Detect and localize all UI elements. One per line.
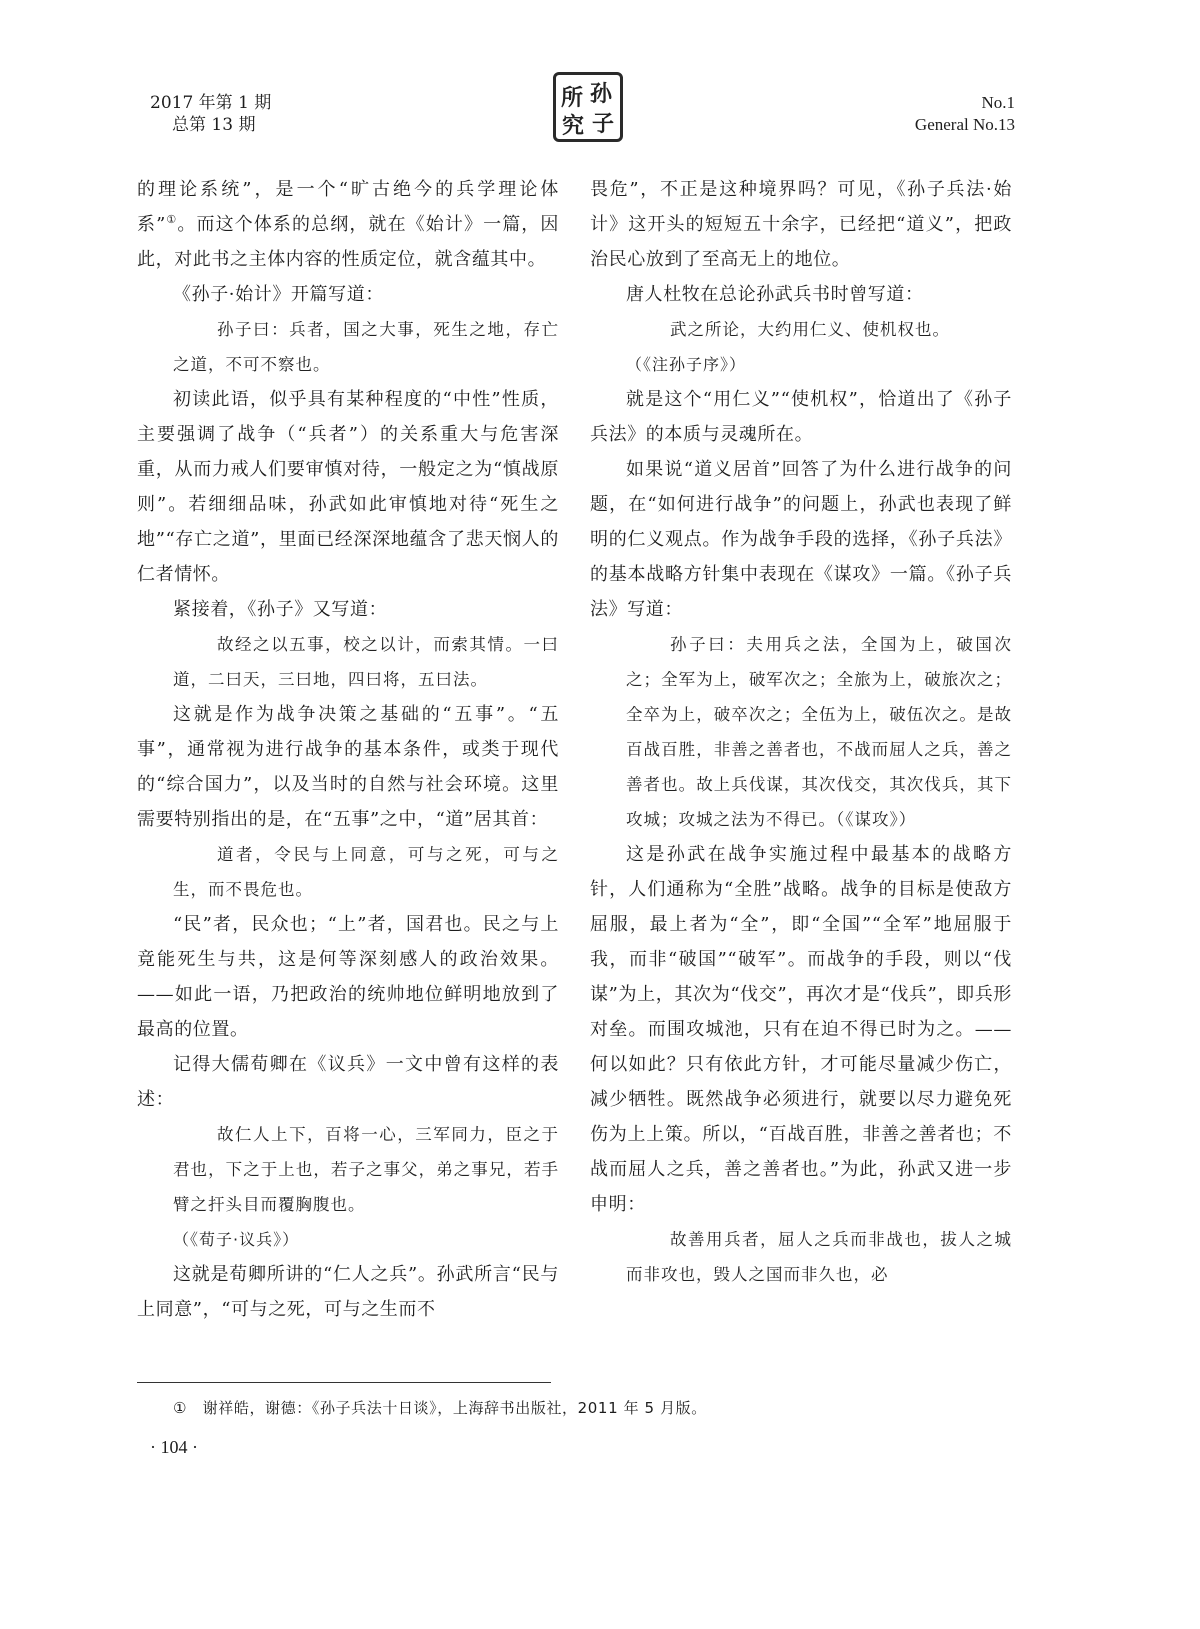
paragraph-text: 唐人杜牧在总论孙武兵书时曾写道： (626, 284, 924, 305)
paragraph-text: 初读此语，似乎具有某种程度的“中性”性质，主要强调了战争（“兵者”）的关系重大与危害深重，从而力戒人们要审慎对待，一般定之为“慎战原则”。若细细品味，孙武如此审慎地对待“死生之地”“存亡之道”，里面已经深深地蕴含了悲天悯人的仁者情怀。 (137, 389, 559, 585)
block-quote: 道者，令民与上同意，可与之死，可与之生，而不畏危也。 (173, 845, 559, 899)
block-quote: 故善用兵者，屈人之兵而非战也，拔人之城而非攻也，毁人之国而非久也，必 (626, 1230, 1012, 1284)
body-paragraph (590, 172, 1012, 277)
journal-logo (553, 72, 623, 142)
block-quote: 武之所论，大约用仁义、使机权也。 (670, 320, 950, 339)
issue-total: 总第 13 期 (172, 115, 256, 135)
body-paragraph (137, 382, 559, 592)
issue-general-no: General No.13 (914, 115, 1015, 134)
header-issue (150, 92, 271, 136)
body-paragraph (590, 452, 1012, 627)
block-quote: 故仁人上下，百将一心，三军同力，臣之于君也，下之于上也，若子之事父，弟之事兄，若手臂之扞头目而覆胸腹也。 (173, 1125, 559, 1214)
body-paragraph (137, 1047, 559, 1117)
body-paragraph (590, 837, 1012, 1222)
header-number (915, 92, 1015, 136)
right-column (590, 172, 1012, 1292)
logo-char: 所 (561, 85, 584, 111)
quote-source: （《注孙子序》） (626, 355, 747, 374)
body-paragraph (137, 907, 559, 1047)
paragraph-text: 这就是作为战争决策之基础的“五事”。“五事”，通常视为进行战争的基本条件，或类于现代的“综合国力”，以及当时的自然与社会环境。这里需要特别指出的是，在“五事”之中，“道”居其首： (137, 704, 559, 830)
footnote-ref: ① (165, 213, 178, 226)
issue-year: 2017 年第 1 期 (150, 93, 272, 113)
left-column (137, 172, 559, 1327)
paragraph-text: 这就是荀卿所讲的“仁人之兵”。孙武所言“民与上同意”，“可与之死，可与之生而不 (137, 1264, 559, 1320)
paragraph-text: 就是这个“用仁义”“使机权”，恰道出了《孙子兵法》的本质与灵魂所在。 (590, 389, 1012, 445)
footnote-divider (137, 1382, 551, 1383)
body-paragraph (137, 697, 559, 837)
paragraph-text: 的理论系统”，是一个“旷古绝今的兵学理论体系” (137, 179, 559, 235)
logo-char: 子 (592, 111, 615, 137)
paragraph-text: 如果说“道义居首”回答了为什么进行战争的问题，在“如何进行战争”的问题上，孙武也表现了鲜明的仁义观点。作为战争手段的选择，《孙子兵法》的基本战略方针集中表现在《谋攻》一篇。《孙子兵法》写道： (590, 459, 1012, 620)
issue-no: No.1 (981, 93, 1015, 112)
paragraph-text: “民”者，民众也；“上”者，国君也。民之与上竟能死生与共，这是何等深刻感人的政治效果。——如此一语，乃把政治的统帅地位鲜明地放到了最高的位置。 (137, 914, 559, 1040)
quote-source: （《荀子·议兵》） (173, 1230, 300, 1249)
paragraph-text: 紧接着，《孙子》又写道： (173, 599, 388, 620)
paragraph-text: 记得大儒荀卿在《议兵》一文中曾有这样的表述： (137, 1054, 559, 1110)
page-number: · 104 · (150, 1437, 198, 1457)
paragraph-text: 。而这个体系的总纲，就在《始计》一篇，因此，对此书之主体内容的性质定位，就含蕴其中。 (137, 214, 560, 270)
paragraph-text: 畏危”，不正是这种境界吗？可见，《孙子兵法·始计》这开头的短短五十余字，已经把“道义”，把政治民心放到了至高无上的地位。 (590, 179, 1012, 270)
footnote: ① 谢祥皓，谢德：《孙子兵法十日谈》，上海辞书出版社，2011 年 5 月版。 (173, 1399, 707, 1417)
paragraph-text: 《孙子·始计》开篇写道： (173, 284, 384, 305)
logo-char: 究 (562, 113, 585, 139)
block-quote: 孙子曰：兵者，国之大事，死生之地，存亡之道，不可不察也。 (173, 320, 559, 374)
body-paragraph (137, 277, 559, 312)
block-quote: 孙子曰：夫用兵之法，全国为上，破国次之；全军为上，破军次之；全旅为上，破旅次之；全卒为上，破卒次之；全伍为上，破伍次之。是故百战百胜，非善之善者也，不战而屈人之兵，善之善者也。故上兵伐谋，其次伐交，其次伐兵，其下攻城；攻城之法为不得已。（《谋攻》） (626, 635, 1012, 829)
paragraph-text: 这是孙武在战争实施过程中最基本的战略方针，人们通称为“全胜”战略。战争的目标是使敌方屈服，最上者为“全”，即“全国”“全军”地屈服于我，而非“破国”“破军”。而战争的手段，则以“伐谋”为上，其次为“伐交”，再次才是“伐兵”，即兵形对垒。而围攻城池，只有在迫不得已时为之。——何以如此？只有依此方针，才可能尽量减少伤亡，减少牺牲。既然战争必须进行，就要以尽力避免死伤为上上策。所以，“百战百胜，非善之善者也；不战而屈人之兵，善之善者也。”为此，孙武又进一步申明： (590, 844, 1012, 1215)
body-paragraph (590, 277, 1012, 312)
body-paragraph (137, 592, 559, 627)
block-quote: 故经之以五事，校之以计，而索其情。一曰道，二曰天，三曰地，四曰将，五曰法。 (173, 635, 559, 689)
logo-char: 孙 (590, 81, 613, 107)
body-paragraph (137, 172, 559, 277)
body-paragraph (590, 382, 1012, 452)
body-paragraph (137, 1257, 559, 1327)
